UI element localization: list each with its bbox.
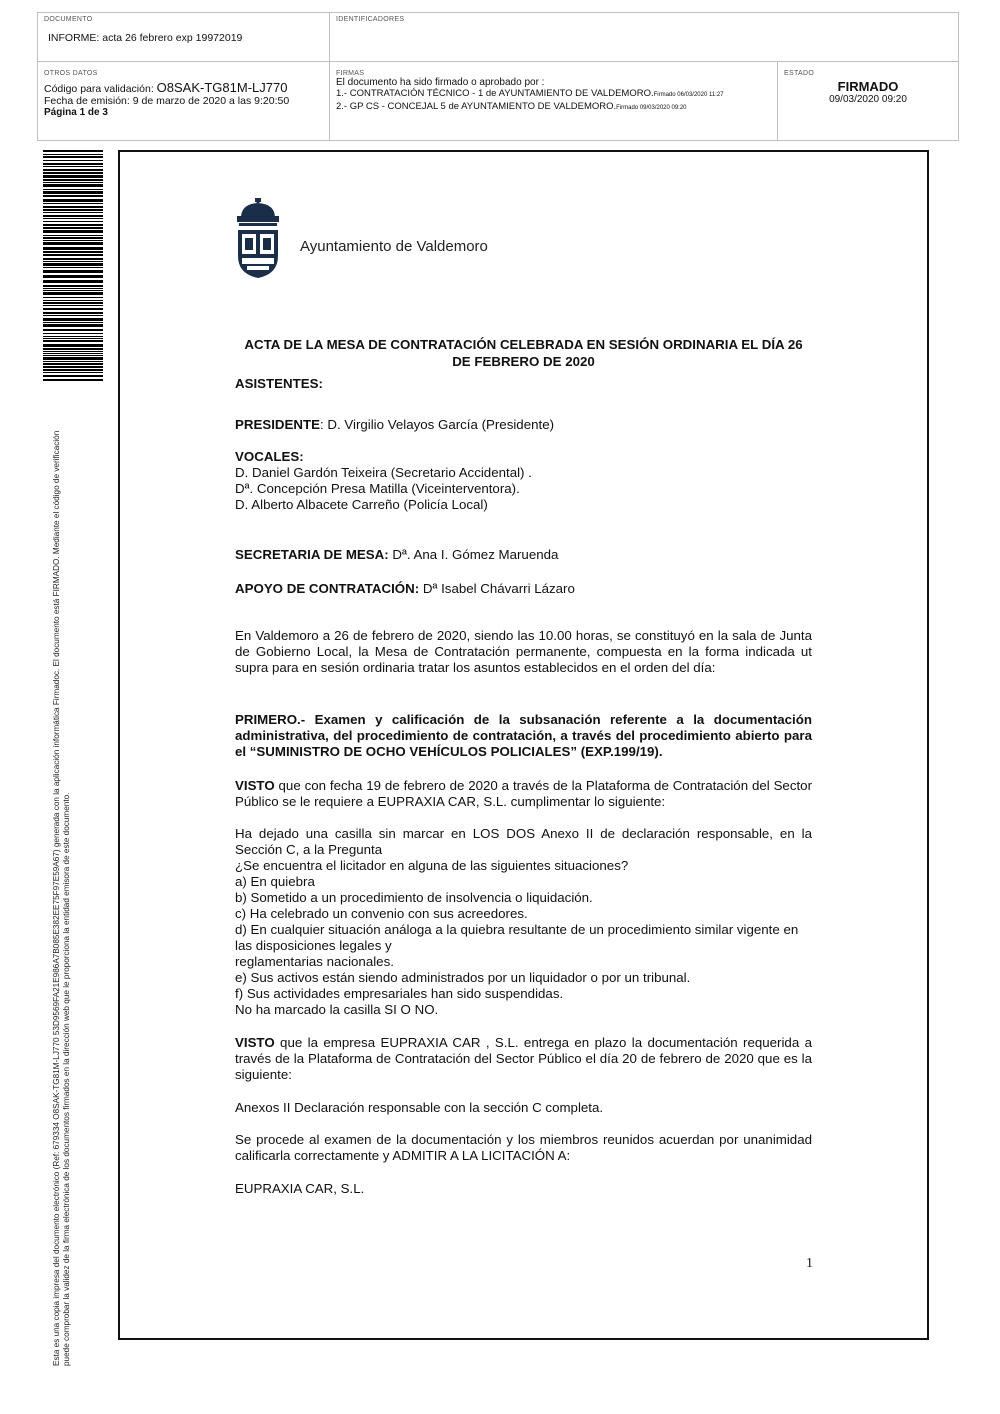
firma-1-date: Firmado 06/03/2020 11:27 bbox=[653, 92, 724, 98]
intro-paragraph: En Valdemoro a 26 de febrero de 2020, siendo las 10.00 horas, se constituyó en la sala de Junta de Gobierno Local, la Mesa de Contratación permanente, compuesta en la forma indicada ut supra para en sesión ordinaria tratar los asuntos establecidos en el orden del día: bbox=[235, 628, 812, 675]
anexos-line: Anexos II Declaración responsable con la sección C completa. bbox=[235, 1100, 604, 1115]
list-item: reglamentarias nacionales. bbox=[235, 954, 394, 969]
title-line-1: ACTA DE LA MESA DE CONTRATACIÓN CELEBRADA EN SESIÓN ORDINARIA EL DÍA 26 bbox=[244, 337, 803, 352]
list-item: d) En cualquier situación análoga a la quiebra resultante de un procedimiento similar vigente en las disposiciones legales y bbox=[235, 922, 799, 953]
identificadores-cell bbox=[330, 13, 958, 61]
codigo-prefix: Código para validación: bbox=[44, 83, 154, 95]
vocal-3: D. Alberto Albacete Carreño (Policía Local) bbox=[235, 497, 488, 512]
vocales-block bbox=[235, 449, 812, 513]
title-line-2: DE FEBRERO DE 2020 bbox=[452, 354, 595, 369]
primero-paragraph: PRIMERO.- Examen y calificación de la subsanación referente a la documentación administrativa, del procedimiento de contratación, a través del procedimiento abierto para el “SUMINISTRO DE OCHO VEHÍCULOS POLICIALES” (EXP.199/19). bbox=[235, 712, 812, 759]
codigo-value: O8SAK-TG81M-LJ770 bbox=[156, 80, 288, 95]
firmas-intro: El documento ha sido firmado o aprobado por : bbox=[336, 77, 545, 88]
list-item: e) Sus activos están siendo administrados por un liquidador o por un tribunal. bbox=[235, 970, 691, 985]
visto-1-paragraph bbox=[235, 778, 812, 810]
organization-name: Ayuntamiento de Valdemoro bbox=[300, 238, 488, 255]
fecha-value: 9 de marzo de 2020 a las 9:20:50 bbox=[132, 95, 290, 107]
otros-datos-cell bbox=[38, 62, 330, 140]
informe-prefix: INFORME: bbox=[48, 32, 100, 44]
ayuntamiento-crest-logo bbox=[233, 198, 283, 280]
barcode-image bbox=[43, 150, 103, 382]
firmas-cell bbox=[330, 62, 778, 140]
estado-date: 09/03/2020 09:20 bbox=[829, 94, 907, 105]
page-number: 1 bbox=[806, 1256, 813, 1271]
list-item: a) En quiebra bbox=[235, 874, 315, 889]
visto-1-text: que con fecha 19 de febrero de 2020 a través de la Plataforma de Contratación del Sector Público se le requiere a EUPRAXIA CAR, S.L. cumplimentar lo siguiente: bbox=[235, 778, 812, 809]
apoyo-line bbox=[235, 581, 812, 597]
document-title bbox=[235, 336, 812, 370]
firmas-label: FIRMAS bbox=[336, 70, 365, 77]
secretaria-line bbox=[235, 547, 812, 563]
side-text-line-1: Esta es una copia impresa del documento electrónico (Ref: 679334 O8SAK-TG81M-LJ770 53D9569FA21E986A7B085E382EE75F97E59A67) generada con la aplicación informática Firmadoc. El documento está FIRMADO. Mediante el código de verificación bbox=[52, 430, 61, 1366]
firma-1: 1.- CONTRATACIÓN TÉCNICO - 1 de AYUNTAMIENTO DE VALDEMORO. bbox=[336, 88, 654, 99]
secretaria-label: SECRETARIA DE MESA: bbox=[235, 547, 389, 562]
side-verification-text bbox=[52, 391, 72, 1366]
situaciones-list bbox=[235, 858, 812, 1018]
list-item: c) Ha celebrado un convenio con sus acreedores. bbox=[235, 906, 528, 921]
documento-cell bbox=[38, 13, 330, 61]
documento-label: DOCUMENTO bbox=[44, 16, 93, 23]
visto-2-text: que la empresa EUPRAXIA CAR , S.L. entrega en plazo la documentación requerida a través de la Plataforma de Contratación del Sector Público el día 20 de febrero de 2020 que es la siguiente: bbox=[235, 1035, 812, 1082]
vocal-1: D. Daniel Gardón Teixeira (Secretario Accidental) . bbox=[235, 465, 532, 480]
estado-label: ESTADO bbox=[784, 70, 815, 77]
list-item: b) Sometido a un procedimiento de insolvencia o liquidación. bbox=[235, 890, 593, 905]
firma-2: 2.- GP CS - CONCEJAL 5 de AYUNTAMIENTO DE VALDEMORO. bbox=[336, 101, 617, 112]
list-item: f) Sus actividades empresariales han sido suspendidas. bbox=[235, 986, 564, 1001]
procede-paragraph: Se procede al examen de la documentación y los miembros reunidos acuerdan por unanimidad calificarla correctamente y ADMITIR A LA LICITACIÓN A: bbox=[235, 1132, 812, 1163]
vocal-2: Dª. Concepción Presa Matilla (Viceinterventora). bbox=[235, 481, 520, 496]
otros-datos-label: OTROS DATOS bbox=[44, 70, 98, 77]
apoyo-value: Dª Isabel Chávarri Lázaro bbox=[419, 581, 575, 596]
page-indicator: Página 1 de 3 bbox=[44, 107, 108, 118]
estado-value: FIRMADO bbox=[837, 79, 899, 94]
vocales-label: VOCALES: bbox=[235, 449, 304, 464]
estado-cell bbox=[778, 62, 958, 140]
identificadores-label: IDENTIFICADORES bbox=[336, 16, 405, 23]
list-item: No ha marcado la casilla SI O NO. bbox=[235, 1002, 439, 1017]
secretaria-value: Dª. Ana I. Gómez Maruenda bbox=[388, 547, 559, 562]
visto-2-paragraph bbox=[235, 1035, 812, 1083]
firma-2-date: Firmado 09/03/2020 09:20 bbox=[616, 105, 687, 111]
visto-2-label: VISTO bbox=[235, 1035, 275, 1050]
presidente-label: PRESIDENTE bbox=[235, 417, 320, 432]
fecha-prefix: Fecha de emisión: bbox=[44, 95, 130, 107]
empresa-line: EUPRAXIA CAR, S.L. bbox=[235, 1181, 365, 1196]
list-item: ¿Se encuentra el licitador en alguna de las siguientes situaciones? bbox=[235, 858, 629, 873]
informe-value: acta 26 febrero exp 19972019 bbox=[102, 32, 243, 44]
asistentes-heading: ASISTENTES: bbox=[235, 376, 323, 391]
side-text-line-2: puede comprobar la validez de la firma electrónica de los documentos firmados en la dirección web que le proporciona la entidad emisora de este documento. bbox=[62, 792, 71, 1366]
visto-1-label: VISTO bbox=[235, 778, 275, 793]
presidente-line bbox=[235, 417, 812, 433]
apoyo-label: APOYO DE CONTRATACIÓN: bbox=[235, 581, 420, 596]
document-header-table bbox=[37, 12, 959, 141]
presidente-value: : D. Virgilio Velayos García (Presidente) bbox=[319, 417, 555, 432]
casilla-paragraph: Ha dejado una casilla sin marcar en LOS DOS Anexo II de declaración responsable, en la Sección C, a la Pregunta bbox=[235, 826, 812, 857]
